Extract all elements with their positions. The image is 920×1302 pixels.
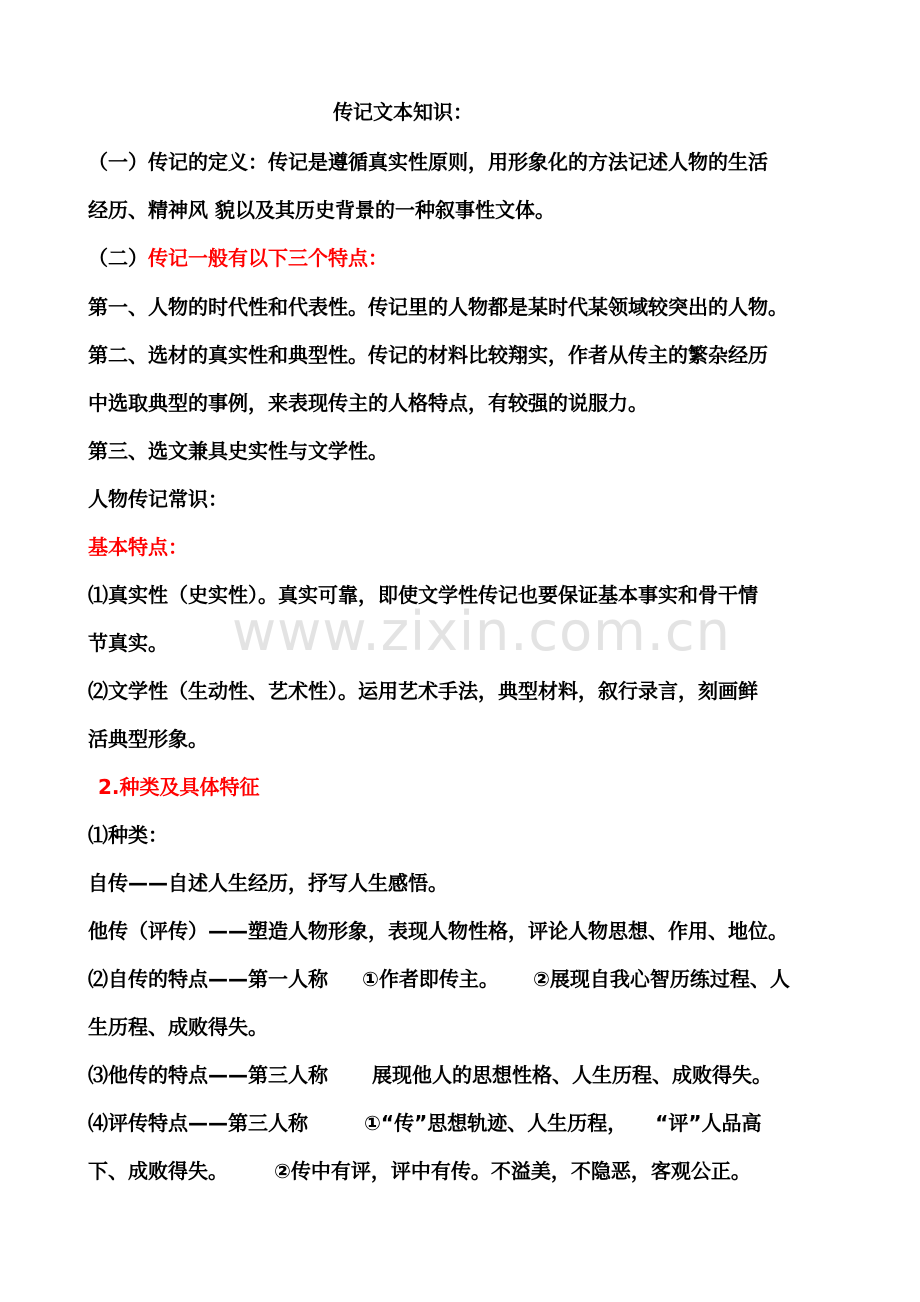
features-heading-prefix: （二） (88, 246, 148, 270)
types-label: ⑴种类： (88, 823, 168, 847)
page-title: 传记文本知识： (333, 100, 473, 124)
definition-line-2: 经历、精神风 貌以及其历史背景的一种叙事性文体。 (88, 198, 555, 222)
auto-features-line-1 (88, 967, 790, 991)
other-features-part-1: ⑶他传的特点——第三人称 (88, 1063, 328, 1087)
feature-2-line-2: 中选取典型的事例，来表现传主的人格特点，有较强的说服力。 (88, 391, 648, 415)
basic-features-heading: 基本特点： (88, 535, 188, 559)
definition-line-1: （一）传记的定义：传记是遵循真实性原则，用形象化的方法记述人物的生活 (88, 150, 768, 174)
auto-features-part-3: ②展现自我心智历练过程、人 (532, 967, 790, 991)
features-heading-text: 传记一般有以下三个特点： (148, 246, 388, 270)
watermark: www.zixin.com.cn (232, 600, 731, 663)
feature-3: 第三、选文兼具史实性与文学性。 (88, 439, 388, 463)
auto-features-part-2: ①作者即传主。 (362, 967, 499, 991)
other-features-part-2: 展现他人的思想性格、人生历程、成败得失。 (372, 1063, 772, 1087)
feature-1: 第一、人物的时代性和代表性。传记里的人物都是某时代某领域较突出的人物。 (88, 295, 788, 319)
auto-features-line-2: 生历程、成败得失。 (88, 1015, 268, 1039)
auto-features-part-1: ⑵自传的特点——第一人称 (88, 967, 328, 991)
critical-features-part-2: ①“传”思想轨迹、人生历程， (364, 1111, 628, 1135)
critical-features-line-1 (88, 1111, 762, 1135)
critical-features-line-2a: 下、成败得失。 (88, 1159, 228, 1183)
types-heading: 2.种类及具体特征 (98, 775, 260, 799)
truth-line-1: ⑴真实性（史实性）。真实可靠，即使文学性传记也要保证基本事实和骨干情 (88, 583, 758, 607)
autobiography-line: 自传——自述人生经历，抒写人生感悟。 (88, 871, 448, 895)
truth-line-2: 节真实。 (88, 631, 168, 655)
critical-features-line-2b: ②传中有评，评中有传。不溢美，不隐恶，客观公正。 (274, 1159, 751, 1183)
critical-features-part-1: ⑷评传特点——第三人称 (88, 1111, 308, 1135)
biography-line: 他传（评传）——塑造人物形象，表现人物性格，评论人物思想、作用、地位。 (88, 919, 788, 943)
critical-features-part-3: “评”人品高 (655, 1111, 762, 1135)
literary-line-2: 活典型形象。 (88, 727, 208, 751)
other-features-line (88, 1063, 772, 1087)
features-heading (88, 246, 388, 270)
literary-line-1: ⑵文学性（生动性、艺术性）。运用艺术手法，典型材料，叙行录言，刻画鲜 (88, 679, 758, 703)
critical-features-line-2 (88, 1159, 751, 1183)
common-knowledge-heading: 人物传记常识： (88, 487, 228, 511)
feature-2-line-1: 第二、选材的真实性和典型性。传记的材料比较翔实，作者从传主的繁杂经历 (88, 343, 768, 367)
